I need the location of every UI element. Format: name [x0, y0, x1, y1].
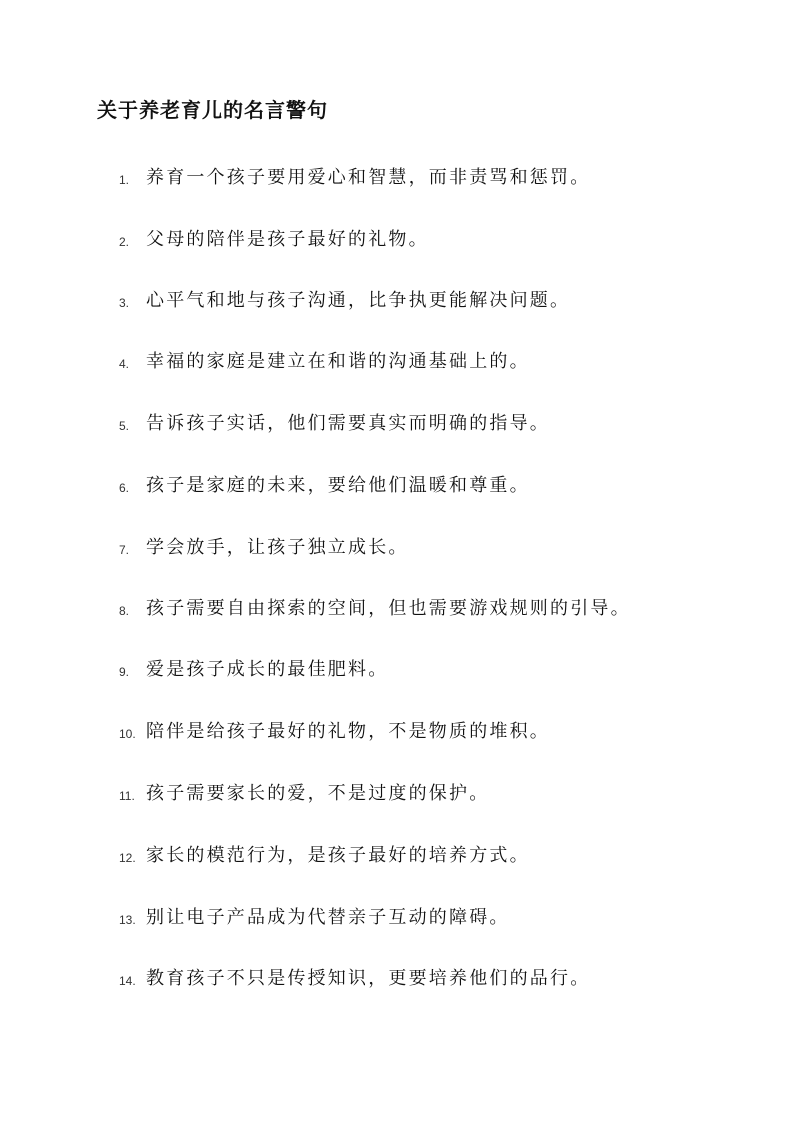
quote-text: 学会放手，让孩子独立成长。 [146, 537, 409, 558]
quote-text: 家长的模范行为，是孩子最好的培养方式。 [146, 845, 530, 866]
quote-number: 7. [119, 543, 130, 557]
quote-text: 教育孩子不只是传授知识，更要培养他们的品行。 [146, 968, 591, 989]
quote-text: 别让电子产品成为代替亲子互动的障碍。 [146, 907, 510, 928]
quote-number: 6. [119, 481, 130, 495]
quote-number: 12. [119, 851, 136, 865]
quote-number: 8. [119, 604, 130, 618]
quote-number: 9. [119, 665, 130, 679]
document-title: 关于养老育儿的名言警句 [97, 98, 328, 122]
quote-text: 父母的陪伴是孩子最好的礼物。 [146, 229, 429, 250]
quote-number: 13. [119, 913, 136, 927]
quote-number: 2. [119, 235, 130, 249]
quote-text: 养育一个孩子要用爱心和智慧，而非责骂和惩罚。 [146, 167, 591, 188]
quote-text: 爱是孩子成长的最佳肥料。 [146, 659, 389, 680]
quote-number: 1. [119, 173, 130, 187]
quote-number: 11. [119, 789, 135, 803]
quote-text: 孩子是家庭的未来，要给他们温暖和尊重。 [146, 475, 530, 496]
quote-text: 告诉孩子实话，他们需要真实而明确的指导。 [146, 413, 550, 434]
quote-text: 心平气和地与孩子沟通，比争执更能解决问题。 [146, 290, 571, 311]
quote-number: 5. [119, 419, 130, 433]
quote-number: 10. [119, 727, 136, 741]
quote-text: 孩子需要家长的爱，不是过度的保护。 [146, 783, 490, 804]
quote-text: 孩子需要自由探索的空间，但也需要游戏规则的引导。 [146, 598, 631, 619]
quote-number: 14. [119, 974, 136, 988]
quote-text: 幸福的家庭是建立在和谐的沟通基础上的。 [146, 351, 530, 372]
quote-number: 4. [119, 357, 130, 371]
quote-number: 3. [119, 296, 130, 310]
quote-text: 陪伴是给孩子最好的礼物，不是物质的堆积。 [146, 721, 550, 742]
